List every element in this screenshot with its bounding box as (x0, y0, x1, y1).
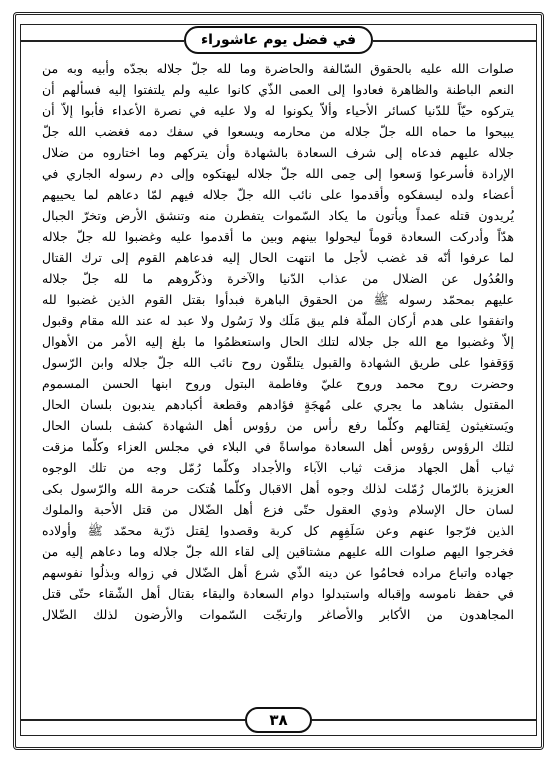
text-line: لتلك الرؤوس رؤوس أهل السعادة مواساةً في البلاء في مجلس العزاء وكلّما مزقت (42, 439, 514, 454)
body-text (42, 58, 514, 625)
text-line: يُريدون قتله عمداً ويأتون ما يكاد السّموات يتفطرن منه وتنشق الأرض وتخرّ الجبال (42, 208, 514, 223)
text-line: العزيزة بالرّمال رُمّلت لذلك وجوه أهل الاقبال وكلّما هُتكت حرمة الله والرّسول بكى (42, 481, 514, 496)
text-line: صلوات الله عليه بالحقوق السّالفة والحاضرة وما لله جلّ جلاله بجدّه وأبيه وبه من (42, 61, 514, 76)
text-line: عليهم بمحمّد رسوله ﷺ من الحقوق الباهرة فبدأوا بقتل القوم الذين غضبوا لله (42, 292, 514, 307)
text-line: والعُدُول عن الضلال من عذاب الدّنيا والآخرة وذكّروهم ما لله جلّ جلاله (42, 271, 514, 286)
text-line: جهاده واتباع مراده فحامُوا عن دينه الذّي شرع أهل الضّلال في زواله وبذلُوا نفوسهم (42, 565, 514, 580)
text-line: لما عرفوا أنّه قد غضب لأجل ما انتهت الحال إليه فدعاهم القوم إلى ترك القتال (42, 250, 514, 265)
header-rule-right (373, 40, 537, 42)
chapter-title-banner (184, 26, 373, 54)
text-line: ويَستغيثون لِقتالهم وكلّما رفع رأس من رؤوس أهل الشهادة كشف بلسان الحال (42, 418, 514, 433)
text-line: النعم الباطنة والظاهرة فعادوا إلى العمى الذّي كانوا عليه ولم يلتفتوا إليه فسألهم أن (42, 82, 514, 97)
chapter-title: في فضل يوم عاشوراء (200, 32, 357, 48)
footer-rule-right (312, 719, 537, 721)
text-line: وحضرت روح محمد وروح عليّ وفاطمة البتول وروح ابنها الحسن المسموم (42, 376, 514, 391)
text-line: في حفظ ناموسه وإقباله واستبدلوا دوام السعادة والبقاء بقتال أهل الشّقاء حتّى قتل (42, 586, 514, 601)
text-line: هدّاً وأدركت السعادة قوماً ليحولوا بينهم وبين ما أقدموا عليه وغضبوا لله جلّ جلاله (42, 229, 514, 244)
text-line: أعضاء ولده ليسفكوه وأقدموا على نائب الله جلّ جلاله فيهم لمّا دعاهم لما يحييهم (42, 187, 514, 202)
text-line: الإرادة فأسرعوا وَسعوا إلى حِمى الله جلّ جلاله ليهتكوه وإلى دم رسوله الجاري في (42, 166, 514, 181)
text-line: المجاهدون من الأكابر والأصاغر وارتجّت السّموات والأرضون لذلك الضّلال (42, 607, 514, 622)
text-line: إلاّ وغضبوا مع الله جل جلاله لتلك الحال واستعظمُوا ما بلغ إليه الأمر من الأهوال (42, 334, 514, 349)
text-line: واتفقوا على هدم أركان الملّة فلم يبق مَلَك ولا رَسُول ولا عبد له عند الله مقام وقبول (42, 313, 514, 328)
text-line: يبيحوا ما حماه الله جلّ جلاله من محارمه ويسعوا في سفك دمه فغضب الله جلّ (42, 124, 514, 139)
text-line: فخرجوا اليهم صلوات الله عليهم مشتاقين إلى لقاء الله جلّ جلاله وما دعاهم إليه من (42, 544, 514, 559)
page-number: ٣٨ (245, 707, 312, 733)
footer-rule-left (20, 719, 245, 721)
text-line: ثياب أهل الجهاد مزقت ثياب الآباء والأجداد وكلّما رُمّل وجه من تلك الوجوه (42, 460, 514, 475)
text-line: وَوَقفوا على طريق الشهادة والقبول يتلقّون روح نائب الله جلّ جلاله وابن الرّسول (42, 355, 514, 370)
text-line: المقتول بشاهد ما يجري على مُهجَةٍ فؤادهم وقطعة أكبادهم يندبون بلسان الحال (42, 397, 514, 412)
text-line: جلاله عليهم فدعاه إلى شرف السعادة بالشهادة وأن يتركهم وما اختاروه من ضلال (42, 145, 514, 160)
text-line: يتركوه حيّاً للدّنيا كسائر الأحياء وألاّ يكونوا له ولا عليه في نصرة الأعداء فأبوا إلاّ أن (42, 103, 514, 118)
text-line: لسان حال الإسلام وذوي العقول حتّى فزع أهل الضّلال من قتل الأحبة والملوك (42, 502, 514, 517)
text-line: الذين فرّجوا عنهم وعن سَلَفِهِم كل كربة وقصدوا لِقتل ذرّية محمّد ﷺ وأولاده (42, 523, 514, 538)
header-rule-left (20, 40, 184, 42)
